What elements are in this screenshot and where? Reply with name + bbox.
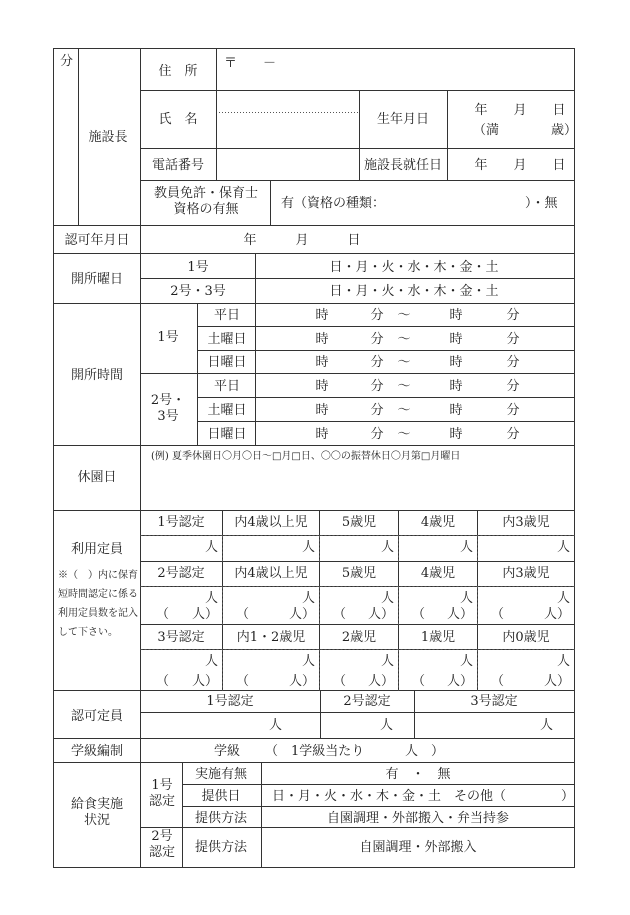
meals-label: 給食実施 状況 <box>70 797 124 829</box>
hours-word-3-1[interactable]: 分 <box>370 379 384 394</box>
hours-word-3-4[interactable]: 分 <box>506 379 520 394</box>
classes-unit: 人 ） <box>405 744 445 759</box>
open-hours-label: 開所時間 <box>70 368 124 383</box>
capacity-unit-1-0[interactable]: 人 <box>204 591 218 606</box>
capacity-paren-close-2-4[interactable]: 人） <box>543 674 570 689</box>
hours-word-2-1[interactable]: 分 <box>370 355 384 370</box>
capacity-header-0-1: 内4歳以上児 <box>234 515 308 530</box>
meals-method-label-1: 提供方法 <box>194 811 248 826</box>
capacity-unit-0-2[interactable]: 人 <box>380 540 394 555</box>
capacity-unit-1-3[interactable]: 人 <box>459 591 473 606</box>
hours-word-0-0[interactable]: 時 <box>315 308 329 323</box>
capacity-paren-open-2-3: （ <box>412 674 426 689</box>
authorized-label: 認可定員 <box>70 709 124 724</box>
capacity-unit-1-4[interactable]: 人 <box>556 591 570 606</box>
hours-word-5-1[interactable]: 分 <box>370 427 384 442</box>
authorized-header-1: 2号認定 <box>343 694 391 709</box>
meals-implemented-value[interactable]: 有 ・ 無 <box>385 767 451 782</box>
capacity-unit-2-0[interactable]: 人 <box>204 654 218 669</box>
hours-word-1-4[interactable]: 分 <box>506 332 520 347</box>
address-label: 住 所 <box>158 64 198 79</box>
open-hours-group-2: 2号・ 3号 <box>150 393 186 425</box>
meals-cat-2: 2号 認定 <box>148 829 176 861</box>
hours-daytype-1: 土曜日 <box>207 332 247 347</box>
hours-word-4-4[interactable]: 分 <box>506 403 520 418</box>
capacity-unit-1-1[interactable]: 人 <box>301 591 315 606</box>
open-days-cat-1: 1号 <box>187 260 209 275</box>
capacity-header-1-4: 内3歳児 <box>502 566 550 581</box>
age-field[interactable]: （満 歳） <box>472 123 578 138</box>
phone-label: 電話番号 <box>151 158 205 173</box>
hours-word-3-2: ～ <box>397 379 411 394</box>
hours-word-0-4[interactable]: 分 <box>506 308 520 323</box>
capacity-paren-open-1-1: （ <box>236 607 250 622</box>
hours-daytype-4: 土曜日 <box>207 403 247 418</box>
birth-date[interactable]: 年 月 日 <box>474 103 566 118</box>
capacity-paren-open-1-3: （ <box>412 607 426 622</box>
capacity-paren-open-2-4: （ <box>491 674 505 689</box>
open-hours-group-1: 1号 <box>157 330 179 345</box>
capacity-unit-0-1[interactable]: 人 <box>301 540 315 555</box>
hours-word-4-2: ～ <box>397 403 411 418</box>
capacity-paren-close-1-2[interactable]: 人） <box>367 607 394 622</box>
capacity-header-2-3: 1歳児 <box>420 630 456 645</box>
closed-days-example[interactable]: (例) 夏季休園日〇月〇日～□月□日、〇〇の振替休日〇月第□月曜日 <box>151 451 461 462</box>
license-value-left[interactable]: 有（資格の種類： <box>281 196 386 211</box>
capacity-unit-1-2[interactable]: 人 <box>380 591 394 606</box>
capacity-paren-close-2-0[interactable]: 人） <box>191 674 218 689</box>
hours-daytype-5: 日曜日 <box>207 427 247 442</box>
hours-word-3-0[interactable]: 時 <box>315 379 329 394</box>
meals-implemented-label: 実施有無 <box>194 767 248 782</box>
capacity-header-0-2: 5歳児 <box>341 515 377 530</box>
hours-word-1-1[interactable]: 分 <box>370 332 384 347</box>
birth-label: 生年月日 <box>376 112 430 127</box>
classes-per[interactable]: （ 1学級当たり <box>265 744 365 759</box>
license-label: 教員免許・保育士 資格の有無 <box>153 186 259 218</box>
meals-method-1-value[interactable]: 自園調理・外部搬入・弁当持参 <box>326 811 510 826</box>
open-days-days-2[interactable]: 日・月・火・水・木・金・土 <box>329 284 499 299</box>
hours-word-5-2: ～ <box>397 427 411 442</box>
hours-word-2-0[interactable]: 時 <box>315 355 329 370</box>
postal-mark[interactable]: 〒 － <box>224 56 277 71</box>
capacity-paren-open-1-4: （ <box>491 607 505 622</box>
hours-word-0-2: ～ <box>397 308 411 323</box>
capacity-header-0-3: 4歳児 <box>420 515 456 530</box>
hours-word-2-3[interactable]: 時 <box>449 355 463 370</box>
capacity-paren-close-2-1[interactable]: 人） <box>288 674 315 689</box>
capacity-unit-2-2[interactable]: 人 <box>380 654 394 669</box>
hours-word-3-3[interactable]: 時 <box>449 379 463 394</box>
hours-word-2-4[interactable]: 分 <box>506 355 520 370</box>
capacity-paren-close-1-0[interactable]: 人） <box>191 607 218 622</box>
capacity-paren-close-1-1[interactable]: 人） <box>288 607 315 622</box>
capacity-header-1-1: 内4歳以上児 <box>234 566 308 581</box>
meals-provide-day-close: ） <box>561 789 575 804</box>
director-label: 施設長 <box>88 130 128 145</box>
capacity-unit-2-4[interactable]: 人 <box>556 654 570 669</box>
capacity-header-1-3: 4歳児 <box>420 566 456 581</box>
capacity-paren-open-2-0: （ <box>156 674 170 689</box>
meals-provide-day-label: 提供日 <box>201 789 241 804</box>
capacity-paren-open-2-2: （ <box>333 674 347 689</box>
hours-word-0-1[interactable]: 分 <box>370 308 384 323</box>
capacity-unit-0-4[interactable]: 人 <box>556 540 570 555</box>
meals-method-label-2: 提供方法 <box>194 840 248 855</box>
hours-word-1-0[interactable]: 時 <box>315 332 329 347</box>
hours-word-2-2: ～ <box>397 355 411 370</box>
capacity-header-0-0: 1号認定 <box>157 515 205 530</box>
capacity-unit-2-3[interactable]: 人 <box>459 654 473 669</box>
hours-word-5-4[interactable]: 分 <box>506 427 520 442</box>
hours-word-4-0[interactable]: 時 <box>315 403 329 418</box>
hours-word-5-0[interactable]: 時 <box>315 427 329 442</box>
capacity-header-2-2: 2歳児 <box>341 630 377 645</box>
category-label: 分 <box>60 54 74 69</box>
name-label: 氏 名 <box>158 112 198 127</box>
capacity-header-2-0: 3号認定 <box>157 630 205 645</box>
authorized-unit-2[interactable]: 人 <box>539 718 553 733</box>
capacity-header-2-1: 内1・2歳児 <box>236 630 306 645</box>
hours-word-0-3[interactable]: 時 <box>449 308 463 323</box>
capacity-unit-0-0[interactable]: 人 <box>204 540 218 555</box>
classes-label: 学級編制 <box>70 744 124 759</box>
license-value-right[interactable]: ）・無 <box>525 196 558 211</box>
capacity-header-1-2: 5歳児 <box>341 566 377 581</box>
open-days-cat-2: 2号・3号 <box>170 284 226 299</box>
capacity-paren-open-2-1: （ <box>236 674 250 689</box>
authorized-unit-0[interactable]: 人 <box>268 718 282 733</box>
hours-daytype-2: 日曜日 <box>207 355 247 370</box>
capacity-paren-open-1-2: （ <box>333 607 347 622</box>
capacity-paren-open-1-0: （ <box>156 607 170 622</box>
capacity-paren-close-1-3[interactable]: 人） <box>446 607 473 622</box>
appointed-date[interactable]: 年 月 日 <box>474 158 566 173</box>
hours-word-4-1[interactable]: 分 <box>370 403 384 418</box>
closed-days-label: 休園日 <box>77 470 117 485</box>
capacity-header-2-4: 内0歳児 <box>502 630 550 645</box>
capacity-paren-close-1-4[interactable]: 人） <box>543 607 570 622</box>
hours-word-1-2: ～ <box>397 332 411 347</box>
meals-provide-day-value[interactable]: 日・月・火・水・木・金・土 その他（ <box>272 789 507 804</box>
authorized-header-2: 3号認定 <box>470 694 518 709</box>
capacity-label: 利用定員 <box>70 542 124 557</box>
hours-word-4-3[interactable]: 時 <box>449 403 463 418</box>
authorized-unit-1[interactable]: 人 <box>379 718 393 733</box>
hours-word-5-3[interactable]: 時 <box>449 427 463 442</box>
meals-cat-1: 1号 認定 <box>148 778 176 810</box>
capacity-paren-close-2-3[interactable]: 人） <box>446 674 473 689</box>
hours-daytype-3: 平日 <box>213 379 241 394</box>
hours-daytype-0: 平日 <box>213 308 241 323</box>
approval-label: 認可年月日 <box>64 233 130 248</box>
capacity-header-0-4: 内3歳児 <box>502 515 550 530</box>
capacity-header-1-0: 2号認定 <box>157 566 205 581</box>
approval-value[interactable]: 年 月 日 <box>243 233 361 248</box>
authorized-header-0: 1号認定 <box>206 694 254 709</box>
classes-count[interactable]: 学級 <box>214 744 241 759</box>
capacity-unit-2-1[interactable]: 人 <box>301 654 315 669</box>
hours-word-1-3[interactable]: 時 <box>449 332 463 347</box>
capacity-note: ※（ ）内に保育短時間認定に係る利用定員数を記入して下さい。 <box>58 570 138 638</box>
open-days-label: 開所曜日 <box>70 272 124 287</box>
appointed-label: 施設長就任日 <box>363 158 443 173</box>
capacity-unit-0-3[interactable]: 人 <box>459 540 473 555</box>
meals-method-2-value[interactable]: 自園調理・外部搬入 <box>359 840 477 855</box>
open-days-days-1[interactable]: 日・月・火・水・木・金・土 <box>329 260 499 275</box>
capacity-paren-close-2-2[interactable]: 人） <box>367 674 394 689</box>
